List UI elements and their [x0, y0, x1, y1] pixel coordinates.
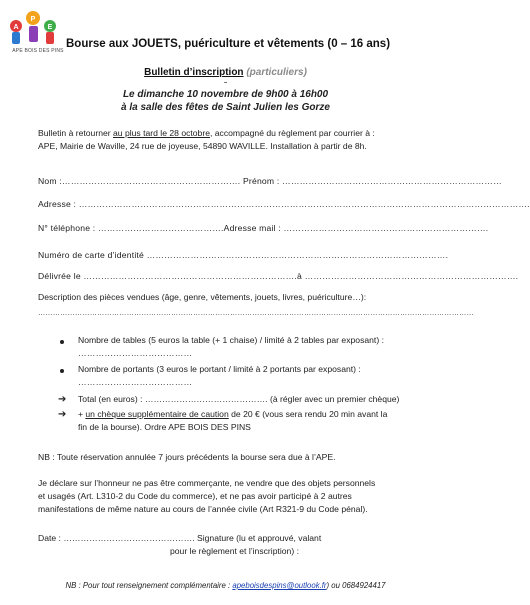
page-title: Bourse aux JOUETS, puériculture et vêtements (0 – 16 ans) — [66, 38, 391, 50]
deposit-text: de 20 € (vous sera rendu 20 min avant la — [228, 409, 388, 419]
subtitle-dash: – — [223, 80, 228, 86]
footer-phone: ) ou 0684924417 — [326, 581, 386, 590]
event-info — [0, 88, 451, 114]
total-field[interactable]: Total (en euros) : ……………………………………. (à régler avec un premier chèque) — [78, 394, 400, 404]
arrow-right-icon: ➔ — [58, 409, 67, 420]
event-date: Le dimanche 10 novembre de 9h00 à 16h00 — [122, 89, 329, 100]
deposit-line-2: fin de la bourse). Ordre APE BOIS DES PINS — [78, 422, 251, 432]
tables-field[interactable]: ………………………………… — [78, 348, 193, 358]
declaration-line-1: Je déclare sur l’honneur ne pas être commerçante, ne vendre que des objets personnels — [38, 478, 376, 488]
name-field[interactable]: Nom :……………………………………………………. Prénom : ………………………………………………………………… — [38, 176, 502, 186]
portants-label: Nombre de portants (3 euros le portant / limité à 2 portants par exposant) : — [78, 364, 361, 374]
deposit-line-1 — [78, 408, 387, 421]
svg-text:P: P — [30, 16, 36, 23]
subtitle-note: (particuliers) — [246, 67, 307, 78]
subtitle-main: Bulletin d’inscription — [144, 67, 244, 78]
plus-sign: + — [78, 409, 86, 419]
deadline: au plus tard le 28 octobre — [113, 128, 210, 138]
svg-text:A: A — [13, 24, 19, 31]
intro-text-b: , accompagné du règlement par courrier à : — [209, 128, 375, 138]
logo-caption: APE BOIS DES PINS — [12, 48, 64, 54]
form-subtitle — [0, 67, 451, 78]
intro-line-1 — [38, 127, 375, 140]
phone-email-field[interactable]: N° téléphone : …………………………………….Adresse mail : ……………………………………………………………. — [38, 223, 489, 233]
tables-label: Nombre de tables (5 euros la table (+ 1 chaise) / limité à 2 tables par exposant) : — [78, 335, 384, 345]
bullet-icon — [60, 369, 64, 373]
description-label: Description des pièces vendues (âge, genre, vêtements, jouets, livres, puériculture…): — [38, 292, 367, 302]
arrow-right-icon: ➔ — [58, 394, 67, 405]
footer-prefix: NB : Pour tout renseignement complémentaire : — [65, 581, 233, 590]
intro-text-a: Bulletin à retourner — [38, 128, 113, 138]
declaration-line-3: manifestations de même nature au cours de l’année civile (Art R321-9 du Code pénal). — [38, 504, 368, 514]
bullet-icon — [60, 340, 64, 344]
id-card-field[interactable]: Numéro de carte d’identité …………………………………………………………………………………………. — [38, 250, 449, 260]
ape-logo — [6, 4, 64, 54]
event-place: à la salle des fêtes de Saint Julien les Gorze — [121, 102, 330, 113]
declaration-line-2: et usagés (Art. L310-2 du Code du commerce), et ne pas avoir participé à 2 autres — [38, 491, 352, 501]
svg-text:E: E — [47, 24, 53, 31]
intro-line-2: APE, Mairie de Waville, 24 rue de joyeuse, 54890 WAVILLE. Installation à partir de 8h. — [38, 141, 367, 151]
date-signature-field[interactable]: Date : ………………………………………. Signature (lu et approuvé, valant — [38, 533, 322, 543]
address-field[interactable]: Adresse : ………………………………………………………………………………………………………………………………………. — [38, 199, 530, 209]
contact-email-link[interactable]: apeboisdespins@outlook.fr — [232, 581, 327, 590]
cancellation-note: NB : Toute réservation annulée 7 jours précédents la bourse sera due à l’APE. — [38, 452, 336, 462]
signature-note: pour le règlement et l’inscription) : — [170, 546, 299, 556]
deposit-cheque: un chèque supplémentaire de caution — [85, 409, 229, 419]
footer-contact — [0, 581, 451, 590]
portants-field[interactable]: ………………………………… — [78, 377, 193, 387]
issued-field[interactable]: Délivrée le ……………………………………………………………….à ………………………………………………………………. — [38, 271, 519, 281]
description-field[interactable]: …………………………………………………………………………………………………………………………………………………………… — [38, 308, 474, 317]
